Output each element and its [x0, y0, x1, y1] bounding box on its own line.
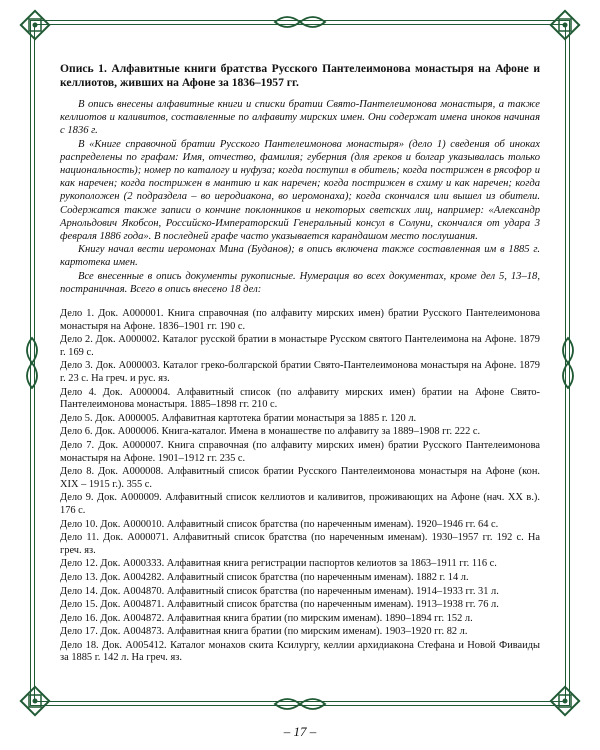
list-item: Дело 3. Док. А000003. Каталог греко-болгарской братии Свято-Пантелеимонова монастыря на Афоне. 1879 г. 23 с. На греч. и рус. яз.	[60, 360, 540, 385]
list-item: Дело 10. Док. А000010. Алфавитный список братства (по нареченным именам). 1920–1946 гг. 64 с.	[60, 518, 499, 530]
edge-knot-ornament-icon	[558, 336, 578, 390]
intro-section	[60, 98, 540, 296]
list-item: Дело 2. Док. А000002. Каталог русской братии в монастыре Русском святого Пантелеимона на Афоне. 1879 г. 169 с.	[60, 334, 540, 358]
list-item: Дело 12. Док. А000333. Алфавитная книга регистрации паспортов келиотов за 1863–1911 гг. 116 с.	[60, 558, 497, 570]
intro-paragraph: Книгу начал вести иеромонах Мина (Буданов); в опись включена также составленная им в 1885 г. картотека имен.	[60, 244, 540, 269]
list-item: Дело 17. Док. А004873. Алфавитная книга братии (по мирским именам). 1903–1920 гг. 82 л.	[60, 626, 468, 638]
list-item: Дело 8. Док. А000008. Алфавитный список братии Русского Пантелеимонова монастыря на Афоне (кон. XIX – 1915 г.). 355 с.	[60, 466, 540, 490]
intro-paragraph: В опись внесены алфавитные книги и списки братии Свято-Пантелеимонова монастыря, а также келлиотов и каливитов, составленные по алфавиту мирских имен. Они содержат имена иноков начиная с 1836 г.	[60, 99, 540, 137]
list-item: Дело 14. Док. А004870. Алфавитный список братства (по нареченным именам). 1914–1933 гг. 31 л.	[60, 585, 499, 597]
list-item: Дело 9. Док. А000009. Алфавитный список келлиотов и каливитов, проживающих на Афоне (нач. XX в.). 176 с.	[60, 492, 540, 516]
page-number: – 17 –	[283, 724, 317, 739]
page-content	[60, 62, 540, 666]
page-title: Опись 1. Алфавитные книги братства Русского Пантелеимонова монастыря на Афоне и келлиотов, живших на Афоне за 1836–1957 гг.	[60, 62, 540, 89]
corner-ornament-icon	[18, 684, 52, 718]
intro-paragraph: Все внесенные в опись документы рукописные. Нумерация во всех документах, кроме дел 5, 13–18, постраничная. Всего в опись внесено 18 дел:	[60, 270, 540, 295]
list-item: Дело 13. Док. А004282. Алфавитный список братства (по нареченным именам). 1882 г. 14 л.	[60, 571, 469, 583]
list-item: Дело 16. Док. А004872. Алфавитная книга братии (по мирским именам). 1890–1894 гг. 152 л.	[60, 612, 473, 624]
file-list	[60, 308, 540, 665]
corner-ornament-icon	[18, 8, 52, 42]
list-item: Дело 6. Док. А000006. Книга-каталог. Имена в монашестве по алфавиту за 1889–1908 гг. 222 с.	[60, 426, 481, 438]
edge-knot-ornament-icon	[273, 12, 327, 32]
list-item: Дело 1. Док. А000001. Книга справочная (по алфавиту мирских имен) братии Русского Пантелеимонова монастыря на Афоне. 1836–1901 гг. 190 с.	[60, 308, 540, 332]
edge-knot-ornament-icon	[22, 336, 42, 390]
intro-paragraph: В «Книге справочной братии Русского Пантелеимонова монастыря» (дело 1) сведения об иноках распределены по графам: Имя, отчество, фамилия; губерния (для греков и болгар указывалась только национальность); номер по каталогу и нуфуза; когда поступил в обитель; когда пострижен в рясофор и как наречен; когда пострижен в мантию и как наречен; когда пострижен в схиму и как наречен; когда рукоположен (2 подраздела – во иеродиакона, во иеромонаха); когда скончался или вышел из обители. Содержатся также записи о кончине поклонников и некоторых светских лиц, например: «Александр Арнольдович Якобсон, Российско-Императорский Генеральный консул в Солуни, скончался от удара 3 февраля 1886 года». В последней графе часто указывается карандашом место послушания.	[60, 138, 540, 243]
edge-knot-ornament-icon	[273, 694, 327, 714]
list-item: Дело 15. Док. А004871. Алфавитный список братства (по нареченным именам). 1913–1938 гг. 76 л.	[60, 599, 499, 611]
list-item: Дело 11. Док. А000071. Алфавитный список братства (по нареченным именам). 1930–1957 гг. 192 с. На греч. яз.	[60, 532, 540, 556]
list-item: Дело 7. Док. А000007. Книга справочная (по алфавиту мирских имен) братии Русского Пантелеимонова монастыря на Афоне. 1901–1912 гг. 235 с.	[60, 439, 540, 464]
list-item: Дело 4. Док. А000004. Алфавитный список (по алфавиту мирских имен) братии на Афоне Свято-Пантелеимонова монастыря. 1885–1898 гг. 210 с.	[60, 386, 540, 411]
list-item: Дело 5. Док. А000005. Алфавитная картотека братии монастыря за 1885 г. 120 л.	[60, 412, 417, 424]
corner-ornament-icon	[548, 684, 582, 718]
list-item: Дело 18. Док. А005412. Каталог монахов скита Ксилургу, келлии архидиакона Стефана и Новой Фиваиды за 1885 г. 142 л. На греч. яз.	[60, 639, 540, 664]
corner-ornament-icon	[548, 8, 582, 42]
